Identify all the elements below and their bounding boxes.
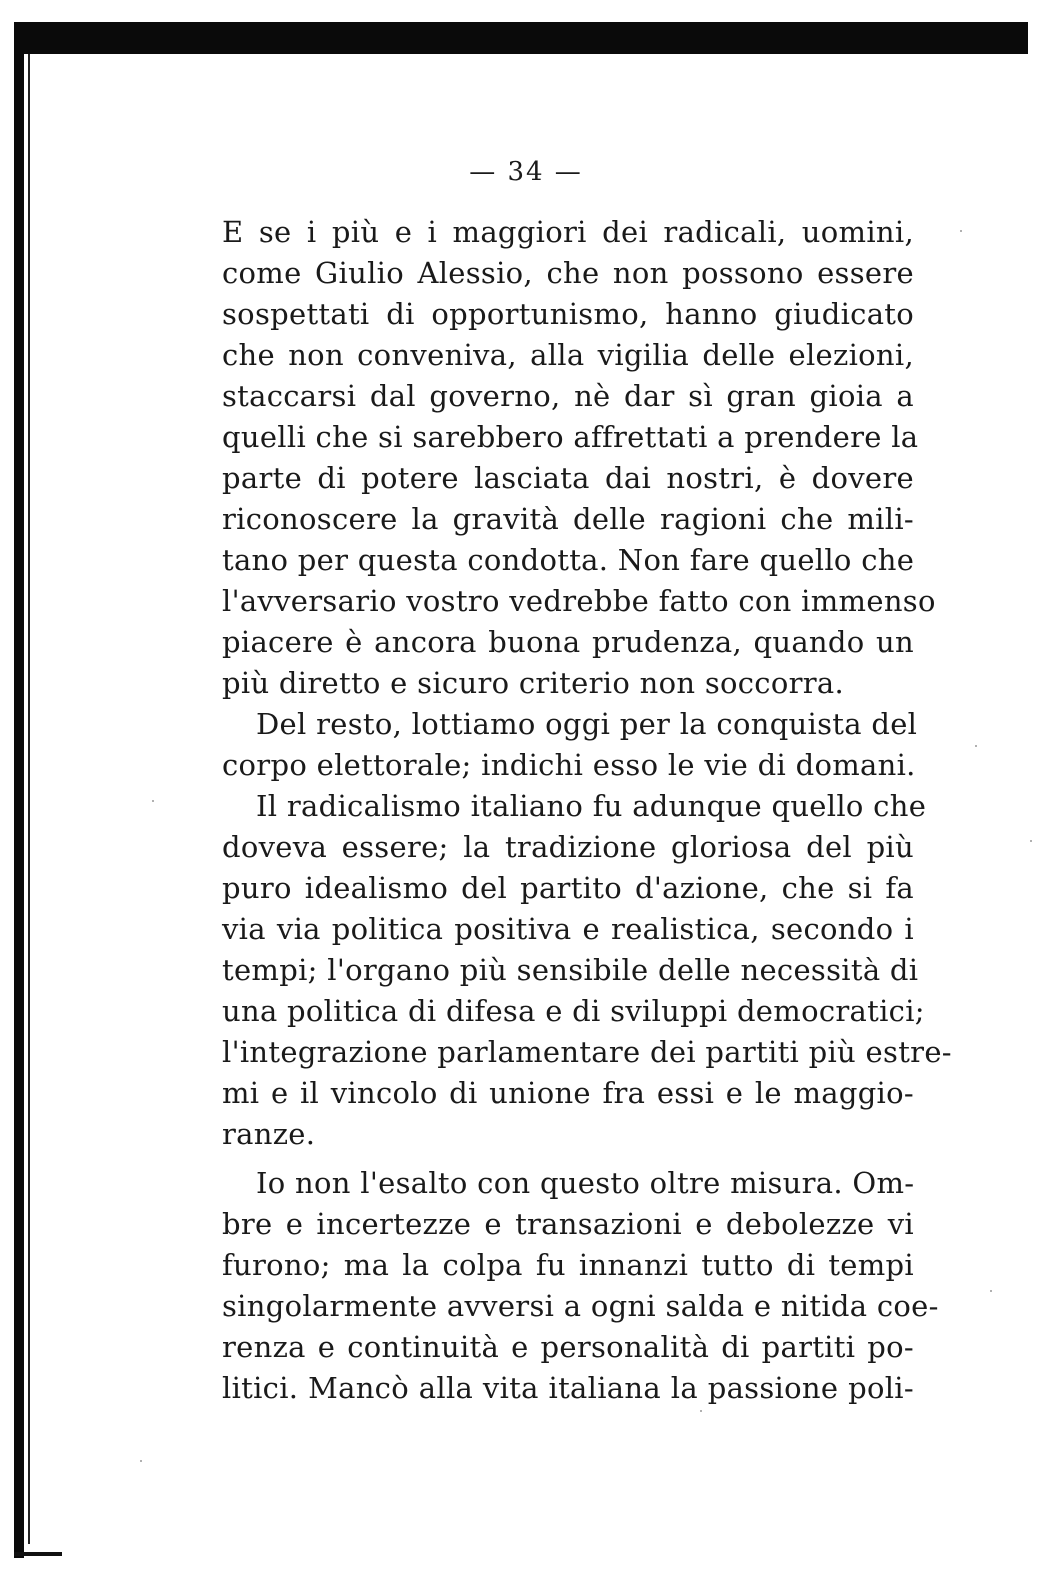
body-text	[222, 212, 952, 1409]
text-line: Il radicalismo italiano fu adunque quello che	[256, 789, 927, 823]
scan-speck	[975, 745, 977, 747]
text-line: l'avversario vostro vedrebbe fatto con immenso	[222, 584, 936, 618]
text-line: Del resto, lottiamo oggi per la conquista del	[256, 707, 918, 741]
scan-border-left	[14, 22, 24, 1558]
text-line: riconoscere la gravità delle ragioni che mili-	[222, 502, 914, 536]
text-line: doveva essere; la tradizione gloriosa del più	[222, 830, 914, 864]
paragraph	[222, 1163, 939, 1409]
text-line: quelli che si sarebbero affrettati a prendere la	[222, 420, 919, 454]
text-line: E se i più e i maggiori dei radicali, uomini,	[222, 215, 914, 249]
scan-speck	[152, 800, 154, 802]
text-line: piacere è ancora buona prudenza, quando un	[222, 625, 914, 659]
text-line: mi e il vincolo di unione fra essi e le maggio-	[222, 1076, 914, 1110]
text-line: via via politica positiva e realistica, secondo i	[222, 912, 914, 946]
text-line: tano per questa condotta. Non fare quello che	[222, 543, 915, 577]
text-line: litici. Mancò alla vita italiana la passione poli-	[222, 1371, 914, 1405]
text-line: singolarmente avversi a ogni salda e nitida coe-	[222, 1289, 939, 1323]
paragraph	[222, 704, 918, 786]
scan-border-bottom	[14, 1552, 62, 1556]
text-line: puro idealismo del partito d'azione, che si fa	[222, 871, 914, 905]
scan-border-top	[14, 22, 1028, 54]
text-line: sospettati di opportunismo, hanno giudicato	[222, 297, 914, 331]
scan-border-left-inner	[28, 54, 30, 1544]
text-line: furono; ma la colpa fu innanzi tutto di tempi	[222, 1248, 914, 1282]
text-line: l'integrazione parlamentare dei partiti più estre-	[222, 1035, 952, 1069]
paragraph	[222, 786, 952, 1155]
text-line: una politica di difesa e di sviluppi democratici;	[222, 994, 925, 1028]
scan-speck	[700, 1410, 702, 1412]
text-line: staccarsi dal governo, nè dar sì gran gioia a	[222, 379, 914, 413]
scan-speck	[140, 1460, 142, 1462]
text-line: parte di potere lasciata dai nostri, è dovere	[222, 461, 914, 495]
scan-speck	[1030, 840, 1032, 842]
page-number: — 34 —	[469, 157, 583, 187]
text-line: ranze.	[222, 1117, 316, 1151]
scan-speck	[960, 230, 962, 232]
text-line: che non conveniva, alla vigilia delle elezioni,	[222, 338, 914, 372]
text-line: come Giulio Alessio, che non possono essere	[222, 256, 914, 290]
text-line: renza e continuità e personalità di partiti po-	[222, 1330, 914, 1364]
scan-speck	[990, 1290, 992, 1292]
text-line: tempi; l'organo più sensibile delle necessità di	[222, 953, 919, 987]
text-line: corpo elettorale; indichi esso le vie di domani.	[222, 748, 916, 782]
text-line: bre e incertezze e transazioni e debolezze vi	[222, 1207, 914, 1241]
paragraph	[222, 212, 936, 704]
text-line: Io non l'esalto con questo oltre misura. Om-	[256, 1166, 915, 1200]
text-line: più diretto e sicuro criterio non soccorra.	[222, 666, 845, 700]
